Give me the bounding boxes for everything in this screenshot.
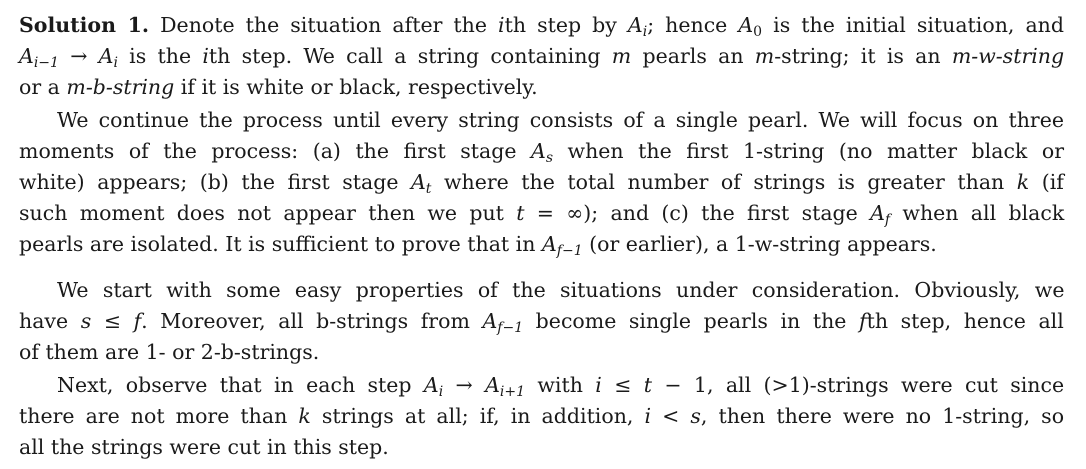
- math-sub: i−1: [33, 55, 59, 71]
- text: where the total number of strings is greater than: [431, 170, 1017, 194]
- text: with: [525, 373, 596, 397]
- text: is the: [117, 44, 203, 68]
- text: there are not more than: [19, 404, 299, 428]
- text: if it is white or black, respectively.: [174, 75, 538, 99]
- text: th step, hence all: [866, 309, 1064, 333]
- text: = ∞); and (c) the first stage: [524, 201, 871, 225]
- p4-line-3: [19, 432, 389, 463]
- math: <: [651, 404, 691, 428]
- text: , then there were no 1-string, so: [700, 404, 1065, 428]
- text: such moment does not appear then we put: [19, 201, 517, 225]
- math: i: [202, 44, 209, 68]
- text: Next, observe that in each step: [57, 373, 424, 397]
- math: i: [644, 404, 652, 428]
- text: when the first 1-string (no matter black or: [553, 139, 1065, 163]
- math: A: [541, 232, 557, 256]
- math: k: [298, 404, 311, 428]
- text: . Moreover, all b-strings from: [141, 309, 483, 333]
- text: white) appears; (b) the first stage: [19, 170, 411, 194]
- math: A: [627, 13, 643, 37]
- math-sub: i: [642, 24, 648, 40]
- text: moments of the process: (a) the first stage: [19, 139, 532, 163]
- text: We start with some easy properties of the situations under consideration. Obviously, we: [57, 278, 1065, 302]
- p2-line-4: [19, 198, 1064, 229]
- math: A: [738, 13, 754, 37]
- term-emph: m-w-string: [951, 44, 1065, 68]
- text: have: [19, 309, 81, 333]
- p1-line-3: [19, 72, 538, 103]
- p2-line-1: [57, 105, 1064, 136]
- text: pearls an: [631, 44, 755, 68]
- math: i: [595, 373, 602, 397]
- p2-line-3: [19, 167, 1064, 198]
- math: i: [498, 13, 505, 37]
- math-sub: s: [545, 150, 554, 166]
- p2-line-5: [19, 229, 937, 260]
- math: s: [690, 404, 701, 428]
- math: A: [531, 139, 546, 163]
- text: (if: [1029, 170, 1064, 194]
- math: f: [133, 309, 142, 333]
- math: A: [98, 44, 114, 68]
- math: m: [611, 44, 632, 68]
- math-sub: i: [113, 55, 118, 71]
- math: A: [19, 44, 34, 68]
- text: th step by: [504, 13, 628, 37]
- p1-line-2: [19, 41, 1064, 72]
- math-sub: i+1: [499, 384, 526, 400]
- p2-line-2: [19, 136, 1064, 167]
- text: become single pearls in the: [523, 309, 859, 333]
- math-sub: f−1: [497, 320, 524, 336]
- text: Denote the situation after the: [149, 13, 499, 37]
- math: k: [1016, 170, 1030, 194]
- p3-line-2: [19, 306, 1064, 337]
- p4-line-2: [19, 401, 1064, 432]
- solution-heading: Solution 1.: [19, 13, 150, 37]
- term-emph: m-b-string: [66, 75, 175, 99]
- math-sub: t: [425, 181, 432, 197]
- math: m: [754, 44, 775, 68]
- p3-line-1: [57, 275, 1064, 306]
- math: s: [80, 309, 92, 333]
- math: f: [859, 309, 867, 333]
- text: strings at all; if, in addition,: [310, 404, 645, 428]
- math: A: [410, 170, 426, 194]
- text: of them are 1- or 2-b-strings.: [19, 340, 320, 364]
- text: − 1, all (>1)-strings were cut since: [652, 373, 1065, 397]
- text: (or earlier), a 1-w-string appears.: [582, 232, 937, 256]
- math-sub: f−1: [556, 243, 583, 259]
- text: all the strings were cut in this step.: [19, 435, 389, 459]
- math: A: [482, 309, 498, 333]
- text: We continue the process until every string consists of a single pearl. We will focus on three: [57, 108, 1064, 132]
- math-sub: i: [438, 384, 444, 400]
- math: ≤: [601, 373, 644, 397]
- math: →: [58, 44, 99, 68]
- math: A: [485, 373, 500, 397]
- text: when all black: [890, 201, 1065, 225]
- text: -string; it is an: [774, 44, 952, 68]
- math-sub: f: [884, 212, 891, 228]
- p4-line-1: [57, 370, 1064, 401]
- text: or a: [19, 75, 67, 99]
- text: ; hence: [647, 13, 739, 37]
- p3-line-3: [19, 337, 319, 368]
- math: A: [423, 373, 439, 397]
- text: th step. We call a string containing: [208, 44, 612, 68]
- math: →: [443, 373, 486, 397]
- text: pearls are isolated. It is sufficient to prove that in: [19, 232, 542, 256]
- math: A: [870, 201, 885, 225]
- math: ≤: [91, 309, 134, 333]
- p1-line-1: [19, 10, 1064, 41]
- math: t: [643, 373, 653, 397]
- math: t: [516, 201, 525, 225]
- text: is the initial situation, and: [762, 13, 1065, 37]
- math-sub: 0: [753, 24, 763, 40]
